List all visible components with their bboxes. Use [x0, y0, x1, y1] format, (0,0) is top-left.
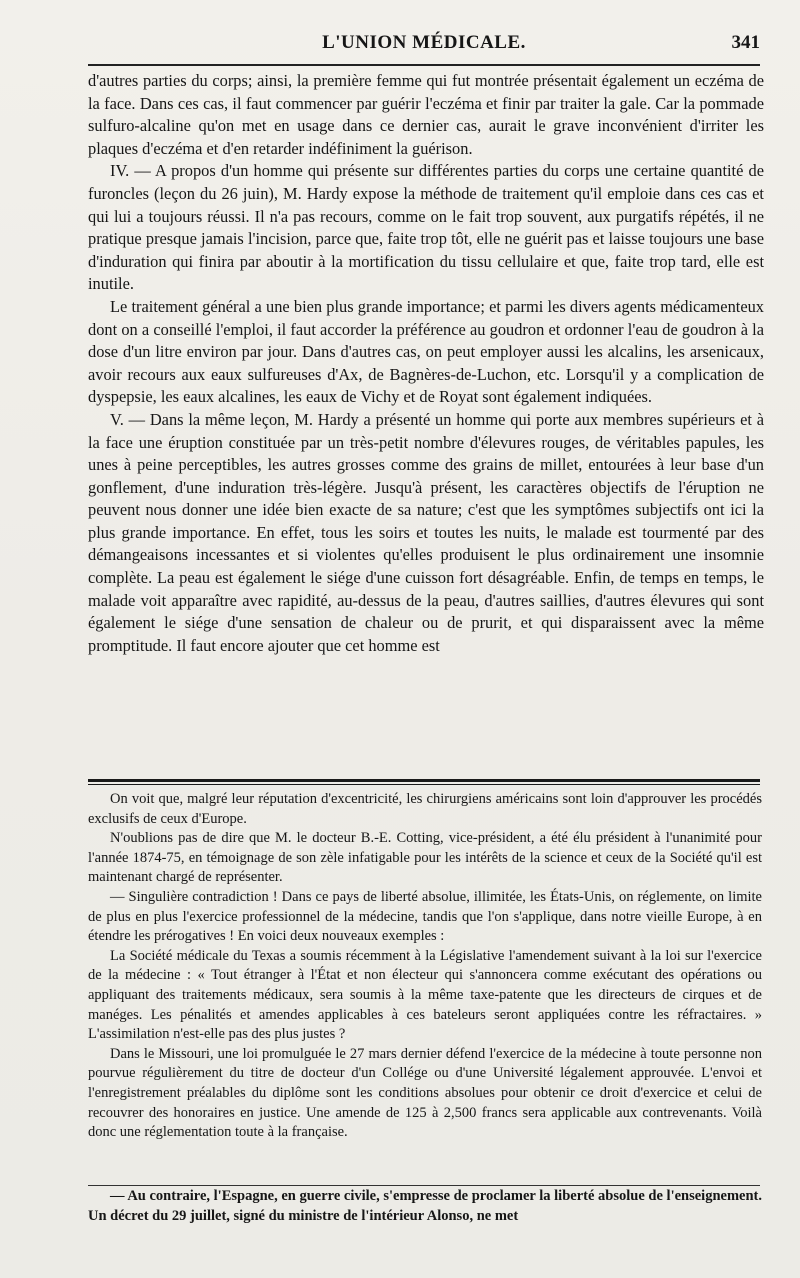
note-paragraph: N'oublions pas de dire que M. le docteur B.-E. Cotting, vice-président, a été élu président à l'unanimité pour l'année 1874-75, en témoignage de son zèle infatigable pour les intérêts de la science et ceux de la Société qu'il est maintenant chargé de représenter.	[88, 830, 762, 886]
header-rule	[88, 64, 760, 66]
paragraph-section-v: V. — Dans la même leçon, M. Hardy a présenté un homme qui porte aux membres supérieurs et à la face une éruption constituée par un très-petit nombre d'élevures rouges, de véritables papules, les unes à peine perceptibles, les autres grosses comme des grains de millet, entourées à leur base d'un gonflement, d'une induration très-légère. Jusqu'à présent, les caractères objectifs de l'éruption ne peuvent nous donner une idée bien exacte de sa nature; c'est que les symptômes subjectifs ont ici la plus grande importance. En effet, tous les soirs et toutes les nuits, le malade est tourmenté par des démangeaisons incessantes et si violentes qu'elles produisent le plus ordinairement une insomnie complète. La peau est également le siége d'une cuisson fort désagréable. Enfin, de temps en temps, le malade voit apparaître avec rapidité, au-dessus de la peau, d'autres saillies, d'autres élevures qui sont également le siége d'une sensation de chaleur ou de prurit, et qui disparaissent avec la même promptitude. Il faut encore ajouter que cet homme est	[88, 409, 764, 655]
feuilleton-separator-thin	[88, 784, 760, 785]
note-paragraph: — Singulière contradiction ! Dans ce pays de liberté absolue, illimitée, les États-Unis, on réglemente, on limite de plus en plus l'exercice professionnel de la médecine, tandis que l'on s'applique, dans notre vieille Europe, à en étendre les prérogatives ! En voici deux nouveaux exemples :	[88, 888, 762, 945]
note-paragraph: La Société médicale du Texas a soumis récemment à la Législative l'amendement suivant à la loi sur l'exercice de la médecine : « Tout étranger à l'État et non électeur qui s'annoncera comme exécutant des opérations ou appliquant des traitements médicaux, sera soumis à la même taxe-patente que les directeurs de cirques et de manéges. Les pénalités et amendes applicables à ces bateleurs seront appliquées contre les réfractaires. » L'assimilation n'est-elle pas des plus justes ?	[88, 947, 762, 1043]
feuilleton-separator-thick	[88, 779, 760, 782]
journal-title: L'UNION MÉDICALE.	[322, 32, 526, 53]
note-paragraph: Dans le Missouri, une loi promulguée le 27 mars dernier défend l'exercice de la médecine à toute personne non pourvue régulièrement du titre de docteur d'un Collége ou d'une Université légalement approuvée. L'envoi et l'enregistrement préalables du diplôme sont les conditions absolues pour obtenir ce droit d'exercice et celui de recouvrer des honoraires en justice. Une amende de 125 à 2,500 francs sera applicable aux contrevenants. Voilà donc une réglementation toute à la française.	[88, 1045, 762, 1141]
page-header	[88, 24, 760, 58]
paragraph-eczema: d'autres parties du corps; ainsi, la première femme qui fut montrée présentait également un eczéma de la face. Dans ces cas, il faut commencer par guérir l'eczéma et finir par traiter la gale. Car la pommade sulfuro-alcaline qu'on met en usage dans ce dernier cas, aurait le grave inconvénient d'irriter les plaques d'eczéma et d'en retarder indéfiniment la guérison.	[88, 71, 764, 158]
note-paragraph: On voit que, malgré leur réputation d'excentricité, les chirurgiens américains sont loin d'approuver les procédés exclusifs de ceux d'Europe.	[88, 791, 762, 827]
bottom-paragraph: — Au contraire, l'Espagne, en guerre civile, s'empresse de proclamer la liberté absolue de l'enseignement. Un décret du 29 juillet, signé du ministre de l'intérieur Alonso, ne met	[88, 1188, 762, 1224]
page-number: 341	[731, 32, 760, 53]
paragraph-treatment: Le traitement général a une bien plus grande importance; et parmi les divers agents médicamenteux dont on a conseillé l'emploi, il faut accorder la préférence au goudron et ordonner l'eau de goudron à la dose d'un litre environ par jour. Dans d'autres cas, on peut employer aussi les alcalins, les arsenicaux, avoir recours aux eaux sulfureuses d'Ax, de Bagnères-de-Luchon, etc. Lorsqu'il y a complication de dyspepsie, les eaux alcalines, les eaux de Vichy et de Royat sont également indiquées.	[88, 296, 764, 407]
bottom-rule	[88, 1185, 760, 1186]
notes-section	[88, 790, 762, 1143]
bottom-text	[88, 1187, 762, 1226]
paragraph-section-iv: IV. — A propos d'un homme qui présente sur différentes parties du corps une certaine quantité de furoncles (leçon du 26 juin), M. Hardy expose la méthode de traitement qu'il emploie dans ces cas et qui lui a toujours réussi. Il n'a pas recours, comme on le fait trop souvent, aux purgatifs répétés, il ne pratique presque jamais l'incision, parce que, faite trop tôt, elle ne guérit pas et laisse toujours une base d'induration qui finira par aboutir à la mortification du tissu cellulaire et que, faite trop tard, elle est inutile.	[88, 161, 764, 294]
main-text	[88, 70, 764, 657]
